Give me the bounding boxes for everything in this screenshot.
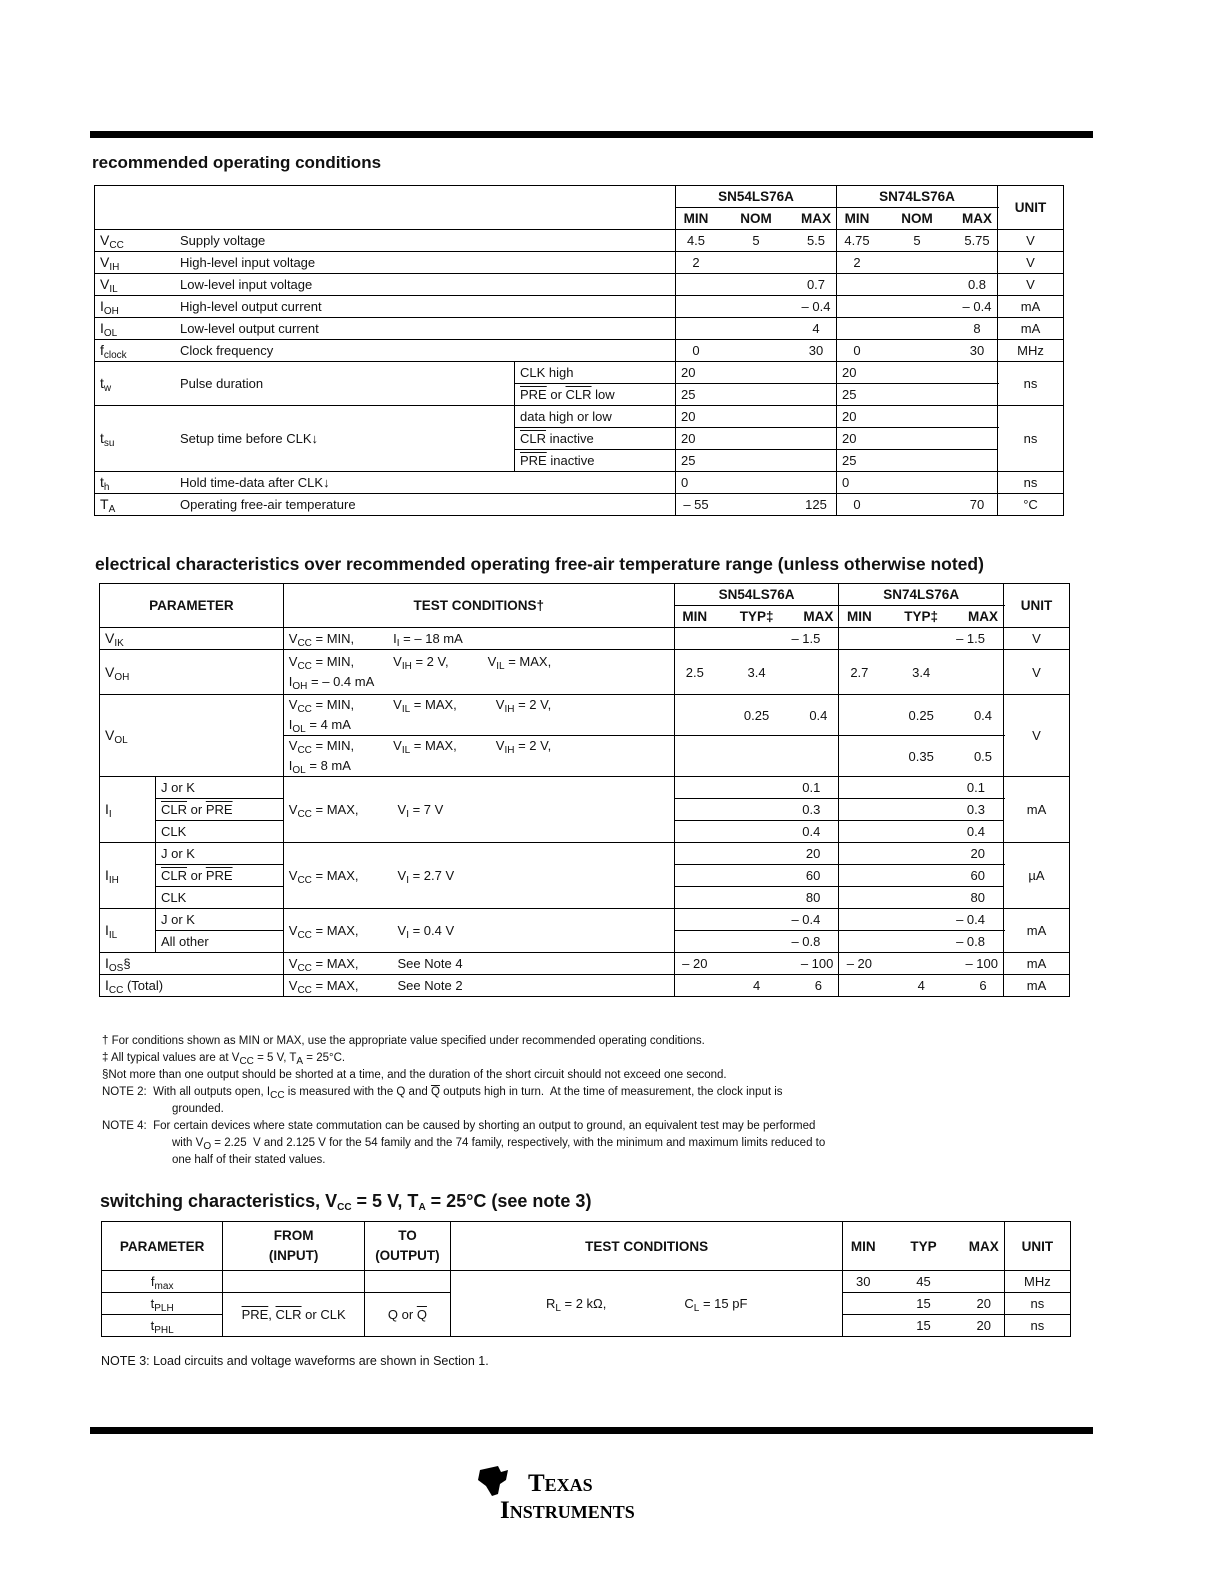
note-line: §Not more than one output should be shorted at a time, and the duration of the short circuit should not exceed one second. (102, 1069, 727, 1081)
logo-line2: Instruments (500, 1497, 635, 1524)
rec-row: $f_{clock}$ Clock frequency 0 30 0 30 MHz (95, 340, 1064, 362)
note-line: one half of their stated values. (172, 1154, 326, 1166)
note-line: grounded. (172, 1103, 224, 1115)
elec-table: PARAMETER TEST CONDITIONS† SN54LS76A SN74LS76A UNIT MIN TYP‡ MAX MIN TYP‡ MAX $V_{IK}$ $V_{CC}$ = MIN, $I_I$ = – 18 mA – 1.5 – 1.5 V $V_{OH}$ $V_{CC}$ = MIN, $V_{IH} = 2$ V, $V_{IL}$ = MAX, $I_{OH}$ = – 0.4 mA 2.5 3.4 2.7 3.4 V $V_{OL}$ $V_{CC}$ = MIN, $V_{IL}$ = MAX, $V_{IH} = 2$ V, $I_{OL} = 4$ mA 0.25 0.4 0.25 0.4 V $V_{CC}$ = MIN, $V_{IL}$ = MAX, $V_{IH} = 2$ V, $I_{OL} = 8$ mA 0.35 0.5 $I_I$ J or K $V_{CC}$ = MAX, $V_I = 7$ V 0.1 0.1 mA $\overline{CLR}$ or $\overline{PRE}$ 0.3 0.3 CLK 0.4 0.4 $I_{IH}$ J or K $V_{CC}$ = MAX, $V_I = 2.7$ V 20 20 µA $\overline{CLR}$ or $\overline{PRE}$ 60 60 CLK 80 80 $I_{IL}$ J or K $V_{CC}$ = MAX, $V_I = 0.4$ V – 0.4 – 0.4 mA All other – 0.8 – 0.8 $I_{OS}\S$ $V_{CC}$ = MAX, See Note 4 – 20 – 100 – 20 – 100 mA $I_{CC}$ (Total) $V_{CC}$ = MAX, See Note 2 4 6 4 6 mA (99, 583, 1070, 997)
note3: NOTE 3: Load circuits and voltage waveforms are shown in Section 1. (101, 1354, 489, 1368)
elec-title: electrical characteristics over recommended operating free-air temperature range (unless otherwise noted) (95, 554, 984, 574)
note-line: † For conditions shown as MIN or MAX, use the appropriate value specified under recommended operating conditions. (102, 1035, 705, 1047)
note-line: with $V_O = 2.25$ V and 2.125 V for the 54 family and the 74 family, respectively, with the minimum and maximum limits reduced to (172, 1137, 826, 1152)
ti-logo-text (500, 1470, 635, 1524)
top-rule (90, 131, 1093, 138)
note-line: ‡ All typical values are at $V_{CC} = 5$ V, $T_A = 25^\circ C$. (102, 1052, 346, 1067)
logo-line1: Texas (528, 1470, 593, 1497)
rec-row: $I_{OL}$ Low-level output current 4 8 mA (95, 318, 1064, 340)
bottom-rule (90, 1427, 1093, 1434)
rec-row: $V_{CC}$ Supply voltage 4.5 5 5.5 4.75 5 5.75 V (95, 230, 1064, 252)
switching-table: PARAMETER FROM (INPUT) TO (OUTPUT) TEST CONDITIONS MIN TYP MAX UNIT $f_{max}$ $R_L = 2$ kΩ, $C_L = 15$ pF 30 45 MHz $t_{PLH}$ $\overline{PRE}$, $\overline{CLR}$ or CLK Q or $\overline{Q}$ 15 20 ns $t_{PHL}$ 15 20 ns (101, 1221, 1071, 1337)
note-line: NOTE 2: With all outputs open, $I_{CC}$ is measured with the Q and $\overline{Q}$ outputs high in turn. At the time of measurement, the clock input is (102, 1086, 783, 1101)
rec-group-a: SN54LS76A (676, 186, 837, 208)
rec-row: $I_{OH}$ High-level output current – 0.4 – 0.4 mA (95, 296, 1064, 318)
note-line: NOTE 4: For certain devices where state commutation can be caused by shorting an output to ground, an equivalent test may be performed (102, 1120, 816, 1132)
footnotes (102, 1033, 825, 1169)
test-h: TEST CONDITIONS† (283, 584, 674, 628)
param-h: PARAMETER (100, 584, 284, 628)
rec-row: $V_{IL}$ Low-level input voltage 0.7 0.8 V (95, 274, 1064, 296)
rec-row: $V_{IH}$ High-level input voltage 2 2 V (95, 252, 1064, 274)
rec-unit-h: UNIT (998, 186, 1064, 230)
rec-table: SN54LS76A SN74LS76A UNIT MIN NOM MAX MIN NOM MAX $V_{CC}$ Supply voltage 4.5 5 5.5 4.75 5 5.75 V $V_{IH}$ High-level input voltage 2 2 V $V_{IL}$ Low-level input voltage 0.7 0.8 V $I_{OH}$ High-level output current – 0.4 – 0.4 mA $I_{OL}$ Low-level output current 4 8 mA $f_{clock}$ Clock frequency 0 30 0 30 MHz $t_w$ Pulse duration CLK high 20 20 ns $\overline{PRE}$ or $\overline{CLR}$ low 25 25 $t_{su}$ Setup time before CLK↓ data high or low 20 20 ns $\overline{CLR}$ inactive 20 20 $\overline{PRE}$ inactive 25 25 $t_h$ Hold time-data after CLK↓ 0 0 ns $T_A$ Operating free-air temperature – 55 125 0 70 °C (94, 185, 1064, 516)
switching-title: switching characteristics, $V_{CC} = 5$ V, $T_A = 25^\circ C$ (see note 3) (100, 1191, 592, 1213)
rec-group-b: SN74LS76A (837, 186, 998, 208)
rec-title: recommended operating conditions (92, 153, 382, 172)
